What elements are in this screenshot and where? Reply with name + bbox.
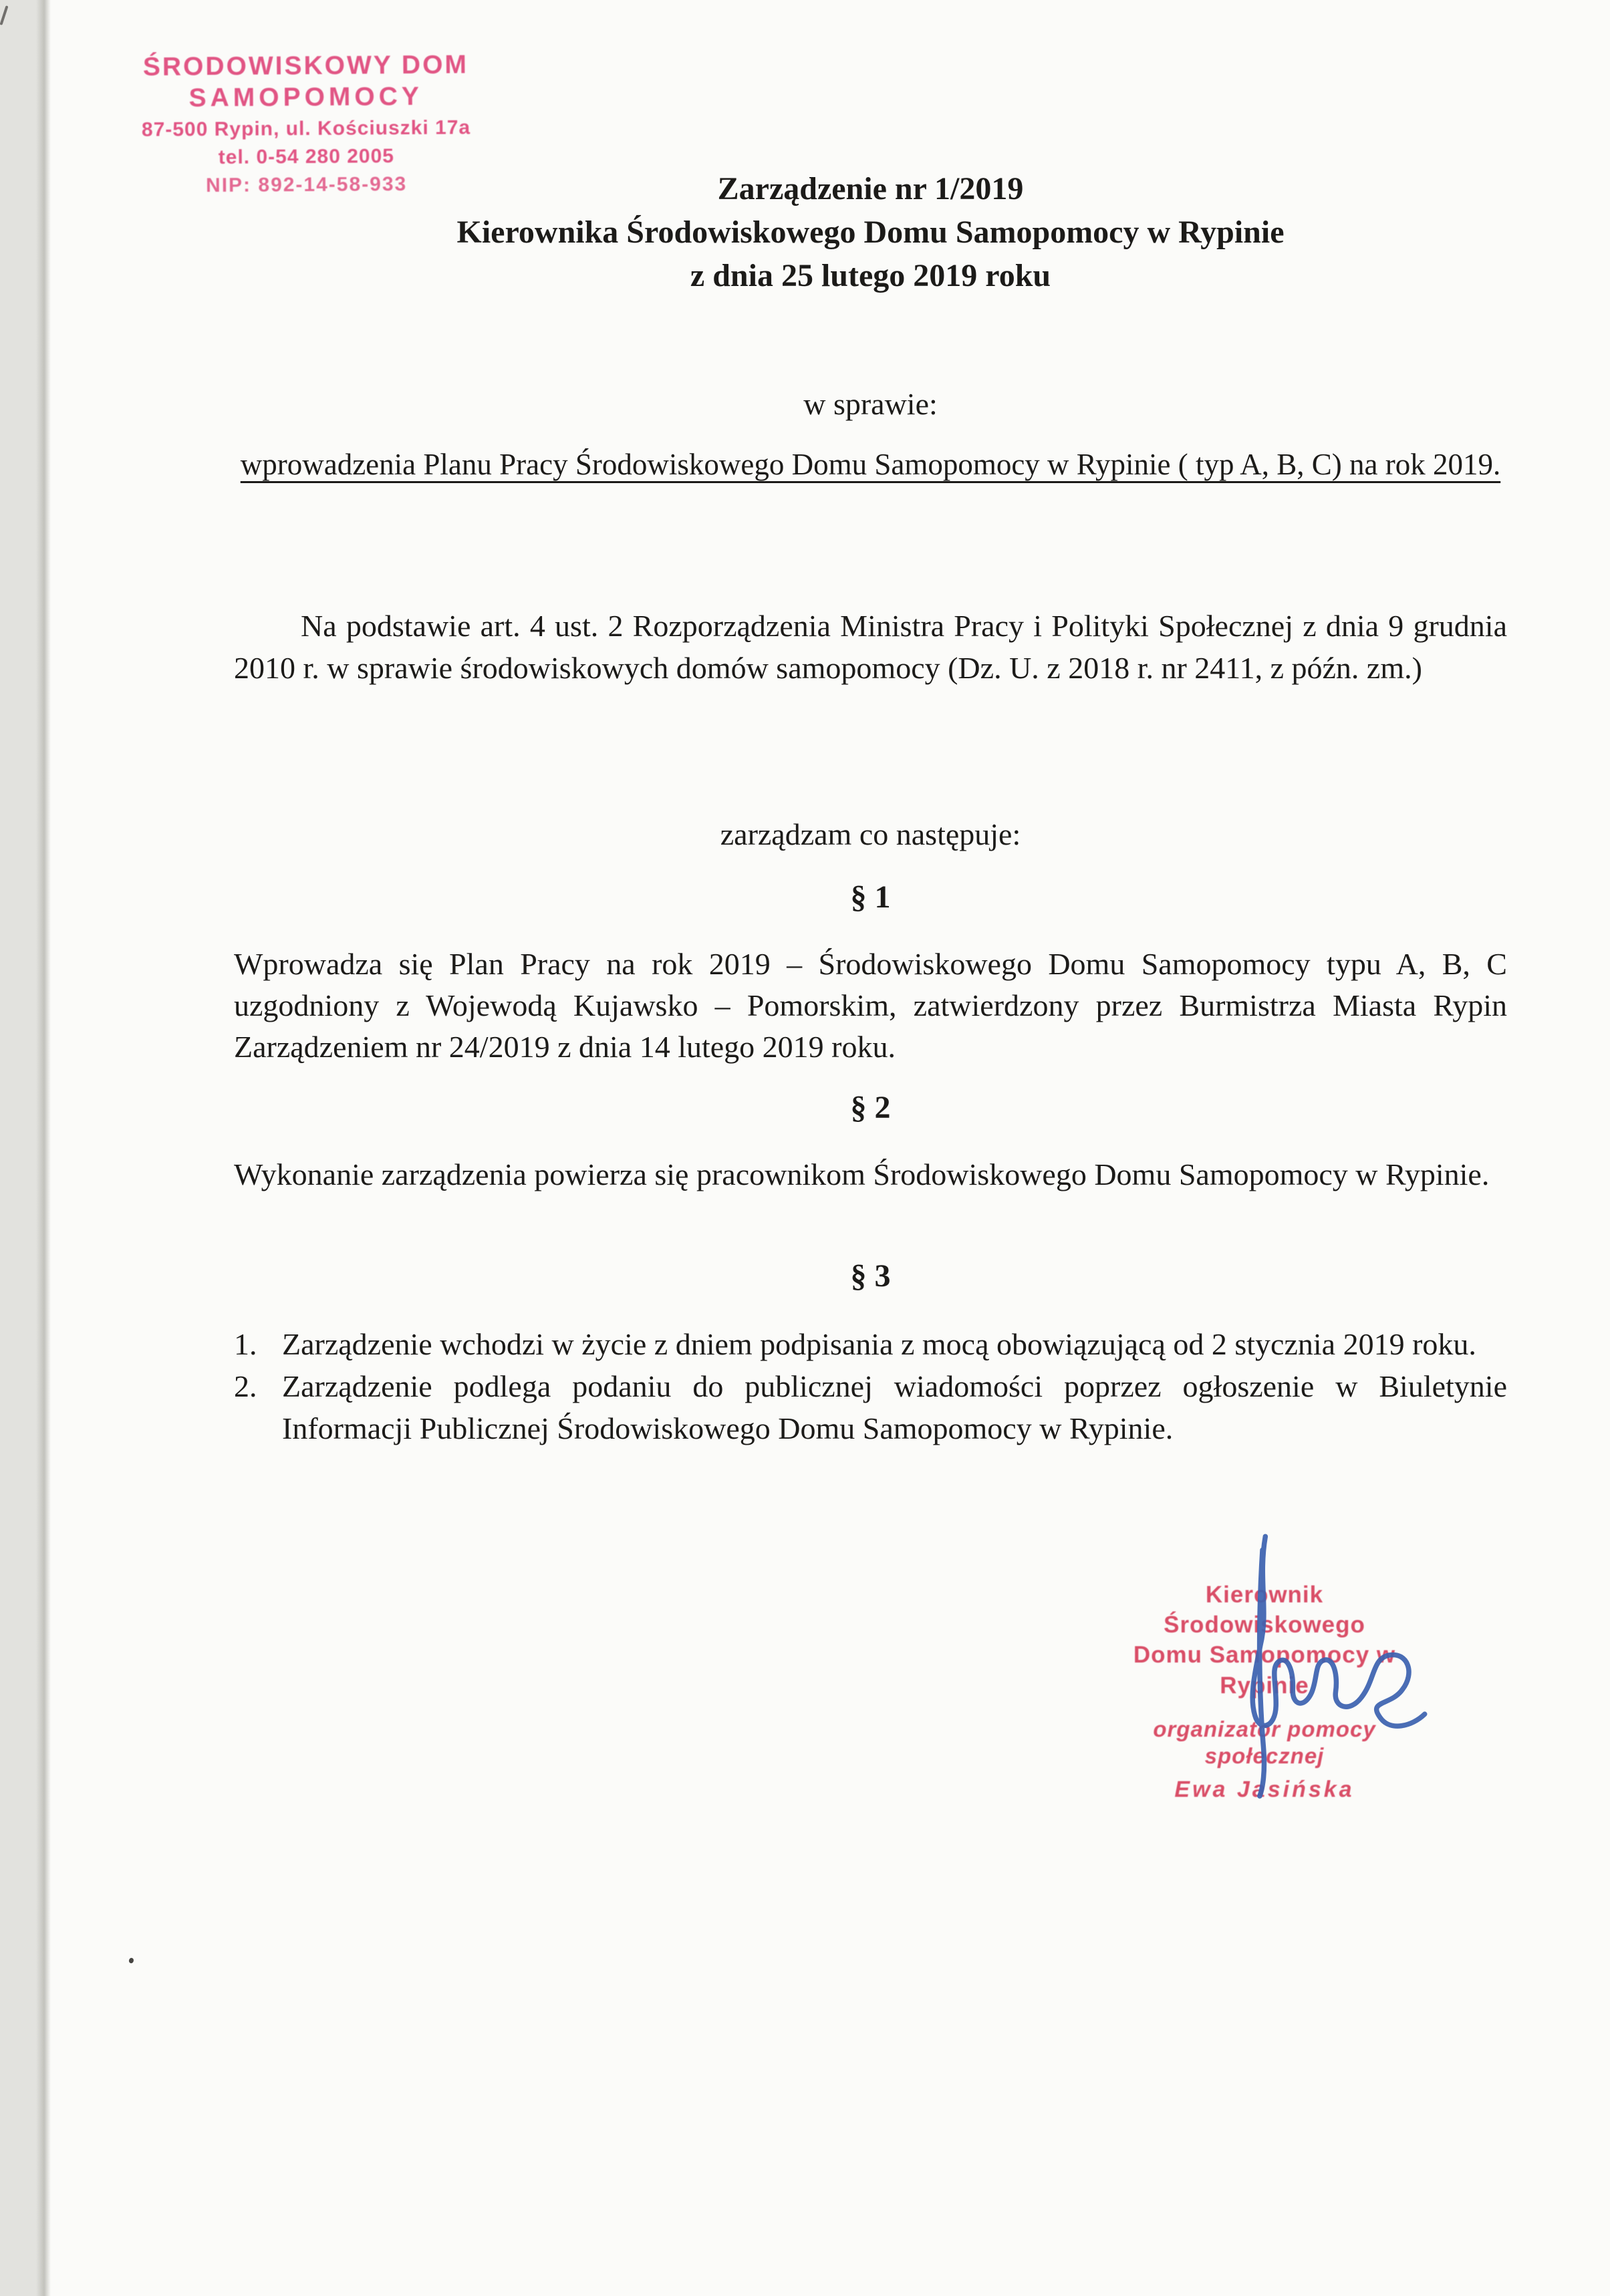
stamp-address: 87-500 Rypin, ul. Kościuszki 17a <box>141 116 471 141</box>
handwritten-signature <box>1155 1526 1432 1802</box>
stamp-org-name-line1: ŚRODOWISKOWY DOM <box>142 50 469 82</box>
signature-stamp-name: Ewa Jasińska <box>1174 1777 1355 1802</box>
title-line-date: z dnia 25 lutego 2019 roku <box>690 258 1051 293</box>
section-3-list <box>234 1323 1507 1449</box>
document-title <box>234 167 1507 297</box>
list-item-number: 2. <box>234 1369 257 1403</box>
scan-speck-artifact <box>128 1957 135 1964</box>
section-2-text: Wykonanie zarządzenia powierza się pracownikom Środowiskowego Domu Samopomocy w Rypinie. <box>234 1157 1490 1191</box>
section-3-symbol: § 3 <box>850 1258 891 1294</box>
section-1-text: Wprowadza się Plan Pracy na rok 2019 – Środowiskowego Domu Samopomocy typu A, B, C uzgodniony z Wojewodą Kujawsko – Pomorskim, zatwierdzony przez Burmistrza Miasta Rypin Zarządzeniem nr 24/2019 z dnia 14 lutego 2019 roku. <box>234 947 1507 1064</box>
stamp-org-name-line2: SAMOPOMOCY <box>188 82 424 113</box>
stamp-phone: tel. 0-54 280 2005 <box>218 145 395 168</box>
list-item-number: 1. <box>234 1327 257 1361</box>
subject-text: wprowadzenia Planu Pracy Środowiskowego Domu Samopomocy w Rypinie ( typ A, B, C) na rok 2019. <box>240 448 1501 481</box>
list-item <box>234 1365 1507 1449</box>
signature-stamp-role-line1: Kierownik Środowiskowego <box>1164 1582 1365 1638</box>
section-1-symbol: § 1 <box>850 879 891 915</box>
list-item-text: Zarządzenie wchodzi w życie z dniem podpisania z mocą obowiązującą od 2 stycznia 2019 roku. <box>282 1327 1476 1361</box>
signature-stamp-role-line2: Domu Samopomocy w Rypinie <box>1133 1642 1396 1699</box>
list-item <box>234 1323 1507 1365</box>
legal-basis-paragraph: Na podstawie art. 4 ust. 2 Rozporządzenia Ministra Pracy i Polityki Społecznej z dnia 9 grudnia 2010 r. w sprawie środowiskowych domów samopomocy (Dz. U. z 2018 r. nr 2411, z późn. zm.) <box>234 609 1507 685</box>
signature-stamp-title: organizator pomocy społecznej <box>1153 1717 1376 1768</box>
title-line-number: Zarządzenie nr 1/2019 <box>717 171 1024 206</box>
order-intro: zarządzam co następuje: <box>720 817 1021 851</box>
stamp-nip: NIP: 892-14-58-933 <box>205 172 408 197</box>
title-line-issuer: Kierownika Środowiskowego Domu Samopomocy w Rypinie <box>456 214 1285 250</box>
scan-edge-shadow <box>0 0 53 2296</box>
section-2-symbol: § 2 <box>850 1090 891 1125</box>
list-item-text: Zarządzenie podlega podaniu do publicznej wiadomości poprzez ogłoszenie w Biuletynie Informacji Publicznej Środowiskowego Domu Samopomocy w Rypinie. <box>282 1369 1507 1445</box>
subject-intro: w sprawie: <box>803 387 938 421</box>
